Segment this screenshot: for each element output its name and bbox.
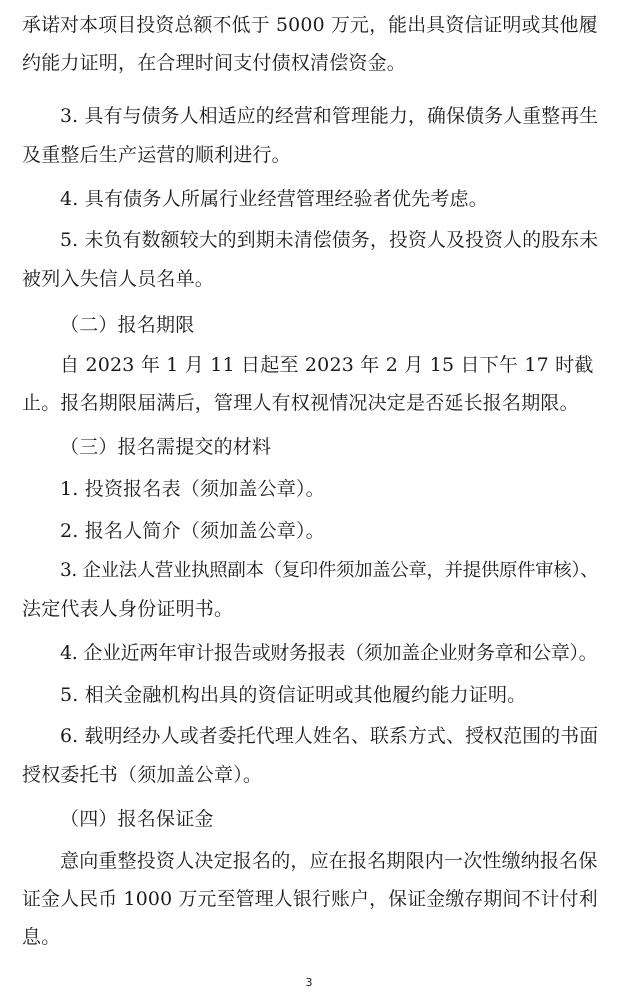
text-line: 5. 相关金融机构出具的资信证明或其他履约能力证明。 bbox=[60, 684, 527, 706]
paragraph-material-2 bbox=[22, 512, 598, 550]
text-line: 2. 报名人简介（须加盖公章）。 bbox=[60, 520, 325, 542]
text-line: 5. 未负有数额较大的到期未清偿债务，投资人及投资人的股东未 bbox=[60, 230, 599, 251]
section-heading-materials bbox=[22, 428, 598, 466]
text-line: 及重整后生产运营的顺利进行。 bbox=[22, 144, 291, 166]
paragraph-material-3 bbox=[22, 552, 598, 628]
text-line: 被列入失信人员名单。 bbox=[22, 268, 215, 290]
paragraph-material-4 bbox=[22, 634, 598, 672]
text-line: 3. 企业法人营业执照副本（复印件须加盖公章，并提供原件审核）、 bbox=[60, 560, 599, 581]
page-number: 3 bbox=[305, 976, 313, 989]
section-heading-deposit bbox=[22, 800, 598, 838]
paragraph-item-5-credit bbox=[22, 222, 598, 298]
section-heading-registration-period bbox=[22, 306, 598, 344]
text-line: 自 2023 年 1 月 11 日起至 2023 年 2 月 15 日下午 17 时截 bbox=[60, 354, 594, 376]
text-line: 4. 具有债务人所属行业经营管理经验者优先考虑。 bbox=[60, 188, 488, 210]
text-line: （二）报名期限 bbox=[60, 314, 195, 336]
text-line: 3. 具有与债务人相适应的经营和管理能力，确保债务人重整再生 bbox=[60, 106, 599, 127]
text-line: 证金人民币 1000 万元至管理人银行账户，保证金缴存期间不计付利 bbox=[22, 888, 598, 910]
paragraph-material-1 bbox=[22, 470, 598, 508]
text-line: （四）报名保证金 bbox=[60, 808, 214, 830]
text-line: 6. 载明经办人或者委托代理人姓名、联系方式、授权范围的书面 bbox=[60, 726, 599, 747]
text-line: 息。 bbox=[22, 926, 61, 948]
text-line: 约能力证明，在合理时间支付债权清偿资金。 bbox=[22, 52, 407, 74]
paragraph-material-6 bbox=[22, 718, 598, 794]
text-line: 承诺对本项目投资总额不低于 5000 万元，能出具资信证明或其他履 bbox=[22, 14, 598, 36]
text-line: （三）报名需提交的材料 bbox=[60, 436, 272, 458]
text-line: 法定代表人身份证明书。 bbox=[22, 598, 234, 620]
text-line: 止。报名期限届满后，管理人有权视情况决定是否延长报名期限。 bbox=[22, 392, 579, 414]
paragraph-item-4-experience bbox=[22, 180, 598, 218]
text-line: 意向重整投资人决定报名的，应在报名期限内一次性缴纳报名保 bbox=[60, 850, 598, 872]
paragraph-material-5 bbox=[22, 676, 598, 714]
paragraph-registration-period bbox=[22, 346, 598, 422]
text-line: 授权委托书（须加盖公章）。 bbox=[22, 764, 263, 786]
paragraph-deposit bbox=[22, 842, 598, 956]
paragraph-item-3-management bbox=[22, 98, 598, 174]
text-line: 1. 投资报名表（须加盖公章）。 bbox=[60, 478, 325, 500]
paragraph-commitment bbox=[22, 6, 598, 82]
text-line: 4. 企业近两年审计报告或财务报表（须加盖企业财务章和公章）。 bbox=[60, 642, 598, 664]
